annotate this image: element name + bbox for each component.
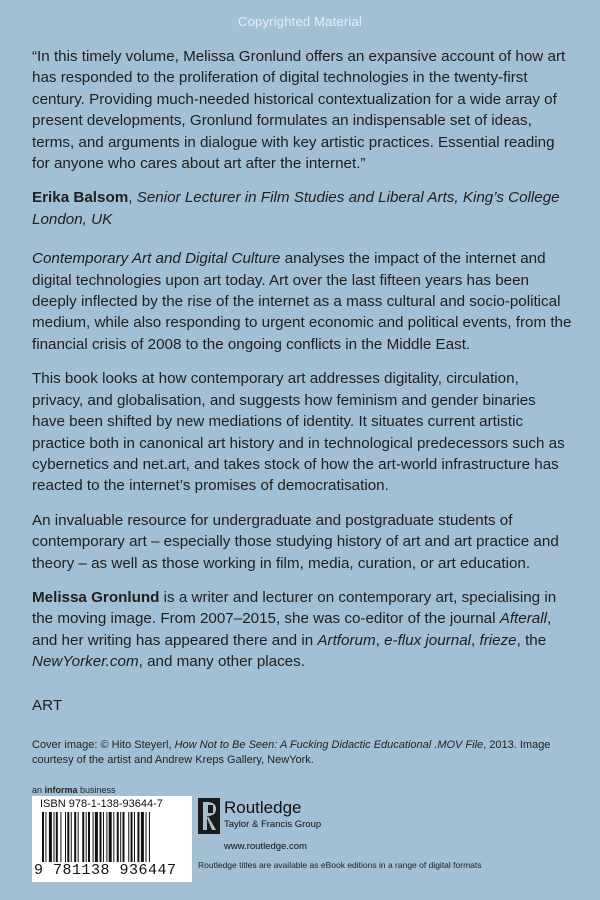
author-bio-text: , and many other places.	[138, 653, 305, 671]
separator: ,	[471, 631, 480, 649]
isbn-label: ISBN 978-1-138-93644-7	[40, 798, 163, 810]
barcode-bar	[54, 812, 55, 862]
separator: ,	[375, 631, 385, 649]
barcode-bar	[137, 812, 139, 862]
credit-prefix: Cover image: © Hito Steyerl,	[32, 739, 175, 751]
barcode-bar	[86, 812, 87, 862]
endorsement-quote: “In this timely volume, Melissa Gronlund offers an expansive account of how art has responded to the proliferation of digital technologies in the twenty-first century. Providing much-needed historical contextualization for a wide array of present developments, Gronlund formulates an indispensable set of ideas, terms, and arguments in dialogue with key artistic practices. Essential reading for anyone who cares about art after the internet.”	[32, 48, 566, 173]
publisher-block	[198, 796, 398, 856]
publisher-name: Routledge	[224, 798, 302, 817]
barcode-bar	[78, 812, 79, 862]
ebook-availability-note: Routledge titles are available as eBook editions in a range of digital formats	[198, 860, 482, 870]
barcode-bar	[120, 812, 121, 862]
subject-category: ART	[32, 696, 63, 714]
description-paragraph-2: This book looks at how contemporary art addresses digitality, circulation, privacy, and globalisation, and suggests how feminism and gender binaries have been shifted by new mediations of identity. It situates current artistic practice both in canonical art history and in technological predecessors such as cybernetics and net.art, and takes stock of how the art-world infrastructure has reacted to the internet’s promises of democratisation.	[32, 370, 565, 495]
barcode-bar	[45, 812, 46, 862]
description-paragraph-1-text: analyses the impact of the internet and digital technologies upon art today. Art over the last fifteen years has been deeply inflected by the rise of the internet as a mass cultural and socio-political medium, while also responding to urgent economic and political events, from the financial crisis of 2008 to the ongoing conflicts in the Middle East.	[32, 250, 572, 353]
author-bio	[32, 587, 572, 673]
informa-business-label	[32, 785, 116, 795]
barcode-bar	[106, 812, 107, 862]
publisher-url: www.routledge.com	[224, 841, 307, 852]
barcode-bar	[71, 812, 72, 862]
endorser-title: Senior Lecturer in Film Studies and Liberal Arts, King’s College London, UK	[32, 189, 560, 228]
barcode-bar	[67, 812, 69, 862]
barcode-bar	[93, 812, 94, 862]
informa-prefix: an	[32, 785, 45, 795]
credit-suffix: , 2013. Image courtesy of the artist and Andrew Kreps Gallery, NewYork.	[32, 739, 551, 766]
barcode-bar	[128, 812, 129, 862]
barcode-bar	[131, 812, 133, 862]
isbn-digits: 9 781138 936447	[34, 862, 177, 879]
barcode-bar	[146, 812, 147, 862]
informa-suffix: business	[77, 785, 116, 795]
barcode-bar	[149, 812, 150, 862]
barcode-bar	[113, 812, 114, 862]
barcode-bar	[65, 812, 66, 862]
author-bio-text: is a writer and lecturer on contemporary art, specialising in the moving image. From 2007–2015, she was co-editor of the journal	[32, 588, 557, 628]
informa-brand: informa	[44, 785, 78, 795]
isbn-barcode	[32, 796, 192, 882]
copyright-watermark: Copyrighted Material	[238, 14, 362, 29]
description-paragraph-1	[32, 248, 572, 355]
author-bio-text: , and her writing has appeared there and in	[32, 610, 552, 649]
publication-name: Artforum	[317, 631, 376, 649]
book-title: Contemporary Art and Digital Culture	[32, 250, 281, 268]
description-paragraph-3: An invaluable resource for undergraduate and postgraduate students of contemporary art – especially those studying history of art and art practice and theory – as well as those working in film, media, curation, or art education.	[32, 511, 559, 572]
artwork-title: How Not to Be Seen: A Fucking Didactic Educational .MOV File	[174, 739, 484, 751]
barcode-bar	[82, 812, 84, 862]
barcode-bar	[134, 812, 135, 862]
barcode-bar	[49, 812, 52, 862]
barcode-icon	[42, 812, 182, 862]
endorser-name: Erika Balsom	[32, 189, 129, 207]
barcode-bar	[88, 812, 90, 862]
journal-name: Afterall	[499, 610, 547, 628]
cover-image-credit	[32, 738, 572, 768]
barcode-bar	[100, 812, 102, 862]
barcode-bar	[123, 812, 125, 862]
publication-name: e-flux journal	[384, 631, 472, 649]
barcode-bar	[117, 812, 119, 862]
publication-name: frieze	[479, 631, 517, 649]
endorsement-attribution: Erika Balsom, Senior Lecturer in Film Studies and Liberal Arts, King’s College London, UK	[32, 189, 560, 228]
publication-name: NewYorker.com	[32, 653, 139, 671]
barcode-bar	[95, 812, 98, 862]
barcode-bar	[109, 812, 112, 862]
author-name: Melissa Gronlund	[32, 588, 160, 606]
barcode-bar	[60, 812, 61, 862]
barcode-bar	[74, 812, 76, 862]
routledge-logo-icon	[198, 798, 220, 834]
author-bio-text: , the	[516, 631, 547, 649]
barcode-bar	[141, 812, 144, 862]
barcode-bar	[42, 812, 44, 862]
publisher-group: Taylor & Francis Group	[224, 819, 322, 830]
barcode-bar	[103, 812, 104, 862]
back-cover-text	[32, 46, 572, 716]
barcode-bar	[56, 812, 58, 862]
